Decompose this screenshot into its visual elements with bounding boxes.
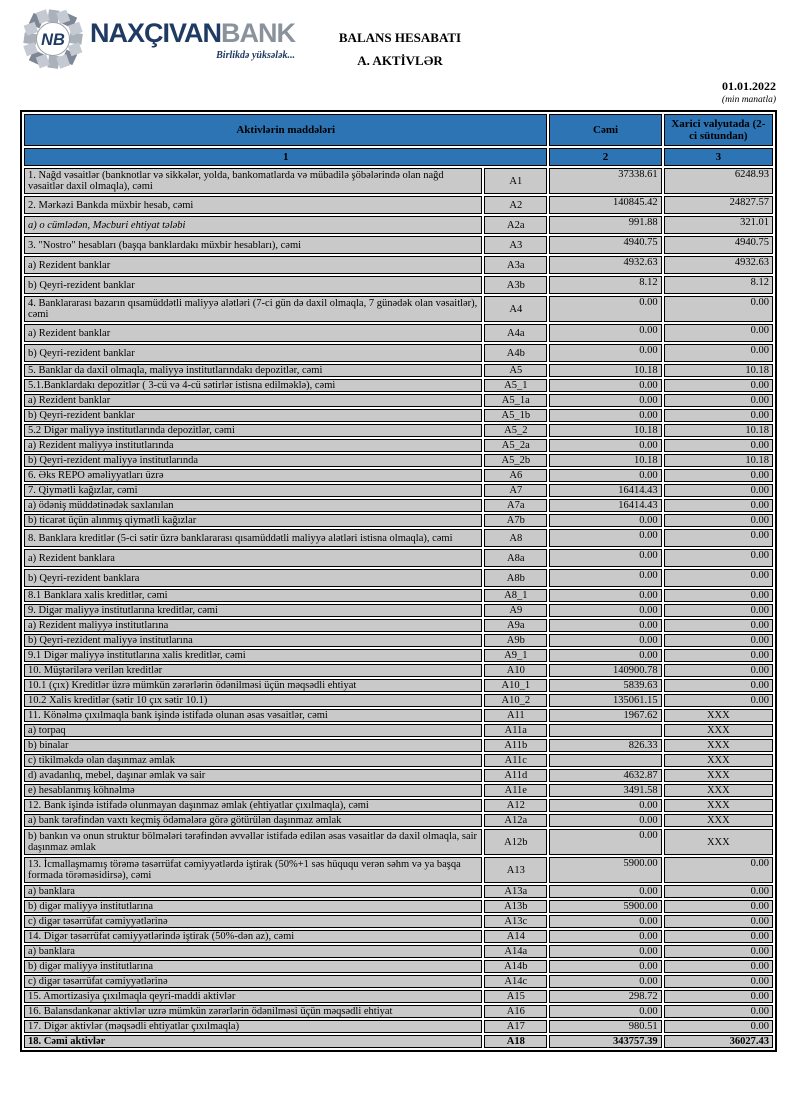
row-label: a) banklara (24, 885, 482, 898)
row-code: A5 (484, 364, 547, 377)
table-row (24, 1020, 773, 1033)
row-code: A5_2a (484, 439, 547, 452)
row-code: A7 (484, 484, 547, 497)
row-total-value: 980.51 (549, 1020, 661, 1033)
row-foreign-value: 6248.93 (664, 168, 773, 194)
row-label: b) Qeyri-rezident banklar (24, 276, 482, 294)
row-total-value: 0.00 (549, 439, 661, 452)
table-row (24, 945, 773, 958)
row-foreign-value: 8.12 (664, 276, 773, 294)
row-total-value: 1967.62 (549, 709, 661, 722)
row-label: b) digər maliyyə institutlarına (24, 960, 482, 973)
table-row (24, 619, 773, 632)
table-row (24, 394, 773, 407)
row-foreign-value: 0.00 (664, 439, 773, 452)
row-total-value: 0.00 (549, 1005, 661, 1018)
row-label: 8.1 Banklara xalis kreditlər, cəmi (24, 589, 482, 602)
row-total-value: 10.18 (549, 424, 661, 437)
row-code: A3b (484, 276, 547, 294)
row-label: 14. Digər təsərrüfat cəmiyyətlərində iştirak (50%-dən az), cəmi (24, 930, 482, 943)
row-foreign-value: XXX (664, 709, 773, 722)
table-row (24, 424, 773, 437)
row-total-value: 0.00 (549, 930, 661, 943)
row-code: A8 (484, 529, 547, 547)
table-row (24, 216, 773, 234)
row-foreign-value: 0.00 (664, 549, 773, 567)
row-code: A5_1b (484, 409, 547, 422)
row-foreign-value: 0.00 (664, 900, 773, 913)
row-total-value: 140845.42 (549, 196, 661, 214)
report-title: BALANS HESABATI (338, 30, 462, 45)
row-code: A2 (484, 196, 547, 214)
row-label: a) Rezident banklar (24, 394, 482, 407)
row-label: c) digər təsərrüfat cəmiyyətlərinə (24, 975, 482, 988)
row-total-value: 0.00 (549, 344, 661, 362)
row-foreign-value: 10.18 (664, 364, 773, 377)
section-title: A. AKTİVLƏR (357, 53, 443, 68)
row-label: a) o cümlədən, Məcburi ehtiyat tələbi (24, 216, 482, 234)
col-number-3: 3 (664, 148, 773, 166)
row-foreign-value: XXX (664, 754, 773, 767)
row-label: b) Qeyri-rezident maliyyə institutlarına (24, 634, 482, 647)
table-row (24, 196, 773, 214)
row-code: A6 (484, 469, 547, 482)
bank-name-primary: NAXÇIVAN (90, 18, 222, 48)
row-foreign-value: 0.00 (664, 694, 773, 707)
row-foreign-value: 0.00 (664, 664, 773, 677)
row-foreign-value: 0.00 (664, 857, 773, 883)
bank-name-secondary: BANK (221, 18, 296, 48)
row-label: a) banklara (24, 945, 482, 958)
row-code: A3 (484, 236, 547, 254)
table-row (24, 1035, 773, 1048)
row-total-value: 991.88 (549, 216, 661, 234)
row-code: A17 (484, 1020, 547, 1033)
header-foreign: Xarici valyutada (2-ci sütundan) (664, 114, 773, 146)
row-label: d) avadanlıq, mebel, daşınar əmlak və sair (24, 769, 482, 782)
table-row (24, 569, 773, 587)
table-row (24, 679, 773, 692)
row-label: b) ticarət üçün alınmış qiymətli kağızlar (24, 514, 482, 527)
row-code: A14a (484, 945, 547, 958)
row-foreign-value: 0.00 (664, 604, 773, 617)
row-total-value: 0.00 (549, 379, 661, 392)
table-row (24, 1005, 773, 1018)
table-body (24, 168, 773, 1048)
row-total-value: 10.18 (549, 364, 661, 377)
row-code: A14b (484, 960, 547, 973)
row-code: A10 (484, 664, 547, 677)
row-foreign-value: XXX (664, 799, 773, 812)
table-row (24, 975, 773, 988)
row-label: 16. Balansdankənar aktivlər uzrə mümkün zərərlərin ödənilməsi üçün məqsədli ehtiyat (24, 1005, 482, 1018)
row-total-value: 0.00 (549, 569, 661, 587)
row-code: A14 (484, 930, 547, 943)
row-label: a) Rezident maliyyə institutlarına (24, 619, 482, 632)
row-foreign-value: 0.00 (664, 514, 773, 527)
row-foreign-value: 0.00 (664, 569, 773, 587)
row-foreign-value: 4932.63 (664, 256, 773, 274)
row-code: A11d (484, 769, 547, 782)
row-foreign-value: 321.01 (664, 216, 773, 234)
row-code: A11e (484, 784, 547, 797)
row-code: A11b (484, 739, 547, 752)
table-row (24, 364, 773, 377)
table-row (24, 549, 773, 567)
row-code: A2a (484, 216, 547, 234)
row-label: 11. Könəlmə çıxılmaqla bank işində istifadə olunan əsas vəsaitlər, cəmi (24, 709, 482, 722)
row-code: A12a (484, 814, 547, 827)
row-foreign-value: 0.00 (664, 975, 773, 988)
row-total-value: 5900.00 (549, 900, 661, 913)
table-row (24, 739, 773, 752)
row-total-value: 0.00 (549, 634, 661, 647)
row-code: A3a (484, 256, 547, 274)
table-row (24, 960, 773, 973)
table-row (24, 256, 773, 274)
row-total-value: 4632.87 (549, 769, 661, 782)
row-label: 5. Banklar da daxil olmaqla, maliyyə institutlarındakı depozitlər, cəmi (24, 364, 482, 377)
row-foreign-value: 0.00 (664, 679, 773, 692)
row-total-value: 0.00 (549, 945, 661, 958)
row-label: a) Rezident banklara (24, 549, 482, 567)
row-foreign-value: 0.00 (664, 484, 773, 497)
table-row (24, 529, 773, 547)
row-total-value: 0.00 (549, 394, 661, 407)
row-label: 9.1 Digər maliyyə institutlarına xalis kreditlər, cəmi (24, 649, 482, 662)
row-label: 4. Banklararası bazarın qısamüddətli maliyyə alətləri (7-ci gün də daxil olmaqla, 7 günədək olan vəsaitlər), cəmi (24, 296, 482, 322)
row-foreign-value: 0.00 (664, 960, 773, 973)
row-code: A4 (484, 296, 547, 322)
row-label: a) ödəniş müddətinədək saxlanılan (24, 499, 482, 512)
table-row (24, 990, 773, 1003)
row-total-value: 16414.43 (549, 484, 661, 497)
row-foreign-value: 0.00 (664, 296, 773, 322)
row-foreign-value: 0.00 (664, 469, 773, 482)
row-label: 13. İcmallaşmamış törəmə təsərrüfat cəmiyyətlərdə iştirak (50%+1 səs hüququ verən səhm və ya başqa formada törəməsidirsə), cəmi (24, 857, 482, 883)
table-row (24, 709, 773, 722)
column-number-row (24, 148, 773, 166)
row-total-value: 0.00 (549, 296, 661, 322)
row-code: A9a (484, 619, 547, 632)
row-total-value: 0.00 (549, 409, 661, 422)
row-code: A4a (484, 324, 547, 342)
row-total-value: 0.00 (549, 549, 661, 567)
row-label: 5.2 Digər maliyyə institutlarında depozitlər, cəmi (24, 424, 482, 437)
row-total-value: 3491.58 (549, 784, 661, 797)
table-row (24, 649, 773, 662)
row-label: 8. Banklara kreditlər (5-ci sətir üzrə banklararası qısamüddətli maliyyə alətləri istisna olmaqla), cəmi (24, 529, 482, 547)
table-row (24, 769, 773, 782)
row-total-value: 0.00 (549, 514, 661, 527)
row-label: a) bank tərəfindən vaxtı keçmiş ödəmələrə görə götürülən daşınmaz əmlak (24, 814, 482, 827)
table-row (24, 344, 773, 362)
row-foreign-value: 0.00 (664, 915, 773, 928)
row-code: A9 (484, 604, 547, 617)
row-foreign-value: 0.00 (664, 649, 773, 662)
row-total-value: 298.72 (549, 990, 661, 1003)
unit-note: (min manatla) (721, 95, 776, 105)
col-number-2: 2 (549, 148, 661, 166)
row-label: a) Rezident banklar (24, 324, 482, 342)
row-label: b) Qeyri-rezident banklara (24, 569, 482, 587)
row-foreign-value: 36027.43 (664, 1035, 773, 1048)
row-foreign-value: 0.00 (664, 619, 773, 632)
row-label: 9. Digər maliyyə institutlarına kreditlər, cəmi (24, 604, 482, 617)
table-row (24, 484, 773, 497)
table-row (24, 857, 773, 883)
row-total-value: 0.00 (549, 915, 661, 928)
row-total-value: 0.00 (549, 885, 661, 898)
row-label: b) binalar (24, 739, 482, 752)
row-foreign-value: XXX (664, 829, 773, 855)
row-total-value: 0.00 (549, 814, 661, 827)
row-foreign-value: 24827.57 (664, 196, 773, 214)
row-label: 2. Mərkəzi Bankda müxbir hesab, cəmi (24, 196, 482, 214)
row-code: A5_2b (484, 454, 547, 467)
row-label: 12. Bank işində istifadə olunmayan daşınmaz əmlak (ehtiyatlar çıxılmaqla), cəmi (24, 799, 482, 812)
row-foreign-value: 0.00 (664, 885, 773, 898)
row-total-value: 0.00 (549, 960, 661, 973)
table-row (24, 664, 773, 677)
col-number-1: 1 (24, 148, 547, 166)
row-code: A5_1a (484, 394, 547, 407)
row-code: A10_2 (484, 694, 547, 707)
row-code: A11c (484, 754, 547, 767)
row-code: A7a (484, 499, 547, 512)
row-foreign-value: 0.00 (664, 529, 773, 547)
table-row (24, 514, 773, 527)
row-label: 3. "Nostro" hesabları (başqa banklardakı müxbir hesabları), cəmi (24, 236, 482, 254)
row-total-value: 0.00 (549, 529, 661, 547)
row-total-value: 0.00 (549, 975, 661, 988)
row-code: A15 (484, 990, 547, 1003)
table-row (24, 634, 773, 647)
row-label: 17. Digər aktivlər (məqsədli ehtiyatlar çıxılmaqla) (24, 1020, 482, 1033)
table-row (24, 454, 773, 467)
row-code: A5_1 (484, 379, 547, 392)
bank-monogram: NB (41, 30, 65, 49)
row-total-value: 16414.43 (549, 499, 661, 512)
row-label: b) digər maliyyə institutlarına (24, 900, 482, 913)
table-row (24, 724, 773, 737)
row-label: 10.1 (çıx) Kreditlər üzrə mümkün zərərlərin ödənilməsi üçün məqsədli ehtiyat (24, 679, 482, 692)
table-row (24, 694, 773, 707)
header-total: Cəmi (549, 114, 661, 146)
row-label: 18. Cəmi aktivlər (24, 1035, 482, 1048)
row-total-value: 0.00 (549, 324, 661, 342)
row-foreign-value: 0.00 (664, 634, 773, 647)
row-total-value: 0.00 (549, 589, 661, 602)
table-row (24, 168, 773, 194)
table-row (24, 604, 773, 617)
table-row (24, 324, 773, 342)
row-code: A13c (484, 915, 547, 928)
row-label: b) Qeyri-rezident banklar (24, 409, 482, 422)
row-total-value: 5839.63 (549, 679, 661, 692)
row-foreign-value: 0.00 (664, 324, 773, 342)
row-foreign-value: 0.00 (664, 945, 773, 958)
row-foreign-value: 10.18 (664, 424, 773, 437)
row-code: A10_1 (484, 679, 547, 692)
row-code: A12b (484, 829, 547, 855)
row-total-value: 140900.78 (549, 664, 661, 677)
row-label: a) torpaq (24, 724, 482, 737)
row-total-value: 5900.00 (549, 857, 661, 883)
row-foreign-value: XXX (664, 769, 773, 782)
row-label: 10. Müştərilərə verilən kreditlər (24, 664, 482, 677)
table-row (24, 754, 773, 767)
row-foreign-value: 0.00 (664, 394, 773, 407)
row-code: A11a (484, 724, 547, 737)
row-foreign-value: 0.00 (664, 1005, 773, 1018)
row-total-value: 0.00 (549, 469, 661, 482)
row-label: 5.1.Banklardakı depozitlər ( 3-cü və 4-cü sətirlər istisna edilməklə), cəmi (24, 379, 482, 392)
row-foreign-value: 0.00 (664, 589, 773, 602)
row-total-value: 0.00 (549, 649, 661, 662)
row-label: 1. Nağd vəsaitlər (banknotlar və sikkələr, yolda, bankomatlarda və mübadilə şöbələrində olan nağd vəsaitlər daxil olmaqla), cəmi (24, 168, 482, 194)
row-code: A7b (484, 514, 547, 527)
row-total-value: 343757.39 (549, 1035, 661, 1048)
row-label: b) Qeyri-rezident banklar (24, 344, 482, 362)
row-foreign-value: 0.00 (664, 1020, 773, 1033)
row-total-value: 0.00 (549, 619, 661, 632)
table-row (24, 799, 773, 812)
row-total-value: 826.33 (549, 739, 661, 752)
row-label: a) Rezident maliyyə institutlarında (24, 439, 482, 452)
row-foreign-value: 0.00 (664, 499, 773, 512)
header-items: Aktivlərin maddələri (24, 114, 547, 146)
row-label: c) digər təsərrüfat cəmiyyətlərinə (24, 915, 482, 928)
row-label: b) bankın və onun struktur bölmələri tərəfindən əvvəllər istifadə edilən əsas vəsaitlər də daxil olmaqla, sair daşınmaz əmlak (24, 829, 482, 855)
row-total-value: 10.18 (549, 454, 661, 467)
row-label: 10.2 Xalis kreditlər (sətir 10 çıx sətir 10.1) (24, 694, 482, 707)
row-label: 7. Qiymətli kağızlar, cəmi (24, 484, 482, 497)
table-row (24, 499, 773, 512)
row-code: A9_1 (484, 649, 547, 662)
row-label: 6. Əks REPO əməliyyatları üzrə (24, 469, 482, 482)
row-label: c) tikilməkdə olan daşınmaz əmlak (24, 754, 482, 767)
row-code: A11 (484, 709, 547, 722)
table-row (24, 439, 773, 452)
table-row (24, 814, 773, 827)
row-total-value: 0.00 (549, 799, 661, 812)
row-code: A8_1 (484, 589, 547, 602)
row-foreign-value: 0.00 (664, 344, 773, 362)
report-date: 01.01.2022 (722, 79, 776, 93)
row-code: A13b (484, 900, 547, 913)
table-row (24, 236, 773, 254)
row-total-value: 4940.75 (549, 236, 661, 254)
row-label: 15. Amortizasiya çıxılmaqla qeyri-maddi aktivlər (24, 990, 482, 1003)
row-total-value (549, 724, 661, 737)
balance-table (20, 110, 777, 1052)
row-code: A14c (484, 975, 547, 988)
table-row (24, 409, 773, 422)
row-total-value: 0.00 (549, 604, 661, 617)
table-header-row (24, 114, 773, 146)
table-row (24, 900, 773, 913)
row-total-value: 37338.61 (549, 168, 661, 194)
row-code: A9b (484, 634, 547, 647)
row-code: A13 (484, 857, 547, 883)
row-code: A18 (484, 1035, 547, 1048)
table-row (24, 885, 773, 898)
row-foreign-value: 0.00 (664, 930, 773, 943)
row-label: e) hesablanmış köhnəlmə (24, 784, 482, 797)
row-foreign-value: 0.00 (664, 990, 773, 1003)
bank-tagline: Birlikdə yüksələk... (216, 50, 296, 61)
row-code: A5_2 (484, 424, 547, 437)
row-foreign-value: 0.00 (664, 409, 773, 422)
table-row (24, 829, 773, 855)
row-total-value: 8.12 (549, 276, 661, 294)
row-foreign-value: XXX (664, 814, 773, 827)
row-label: a) Rezident banklar (24, 256, 482, 274)
row-total-value (549, 754, 661, 767)
row-total-value: 135061.15 (549, 694, 661, 707)
row-foreign-value: 4940.75 (664, 236, 773, 254)
table-row (24, 379, 773, 392)
table-row (24, 276, 773, 294)
row-foreign-value: XXX (664, 784, 773, 797)
row-foreign-value: 0.00 (664, 379, 773, 392)
row-code: A8a (484, 549, 547, 567)
row-code: A16 (484, 1005, 547, 1018)
table-row (24, 296, 773, 322)
row-code: A12 (484, 799, 547, 812)
table-row (24, 930, 773, 943)
row-foreign-value: 10.18 (664, 454, 773, 467)
row-foreign-value: XXX (664, 739, 773, 752)
table-row (24, 784, 773, 797)
row-code: A8b (484, 569, 547, 587)
row-foreign-value: XXX (664, 724, 773, 737)
row-total-value: 0.00 (549, 829, 661, 855)
row-total-value: 4932.63 (549, 256, 661, 274)
row-code: A4b (484, 344, 547, 362)
row-code: A1 (484, 168, 547, 194)
row-code: A13a (484, 885, 547, 898)
table-row (24, 469, 773, 482)
table-row (24, 915, 773, 928)
table-row (24, 589, 773, 602)
row-label: b) Qeyri-rezident maliyyə institutlarında (24, 454, 482, 467)
